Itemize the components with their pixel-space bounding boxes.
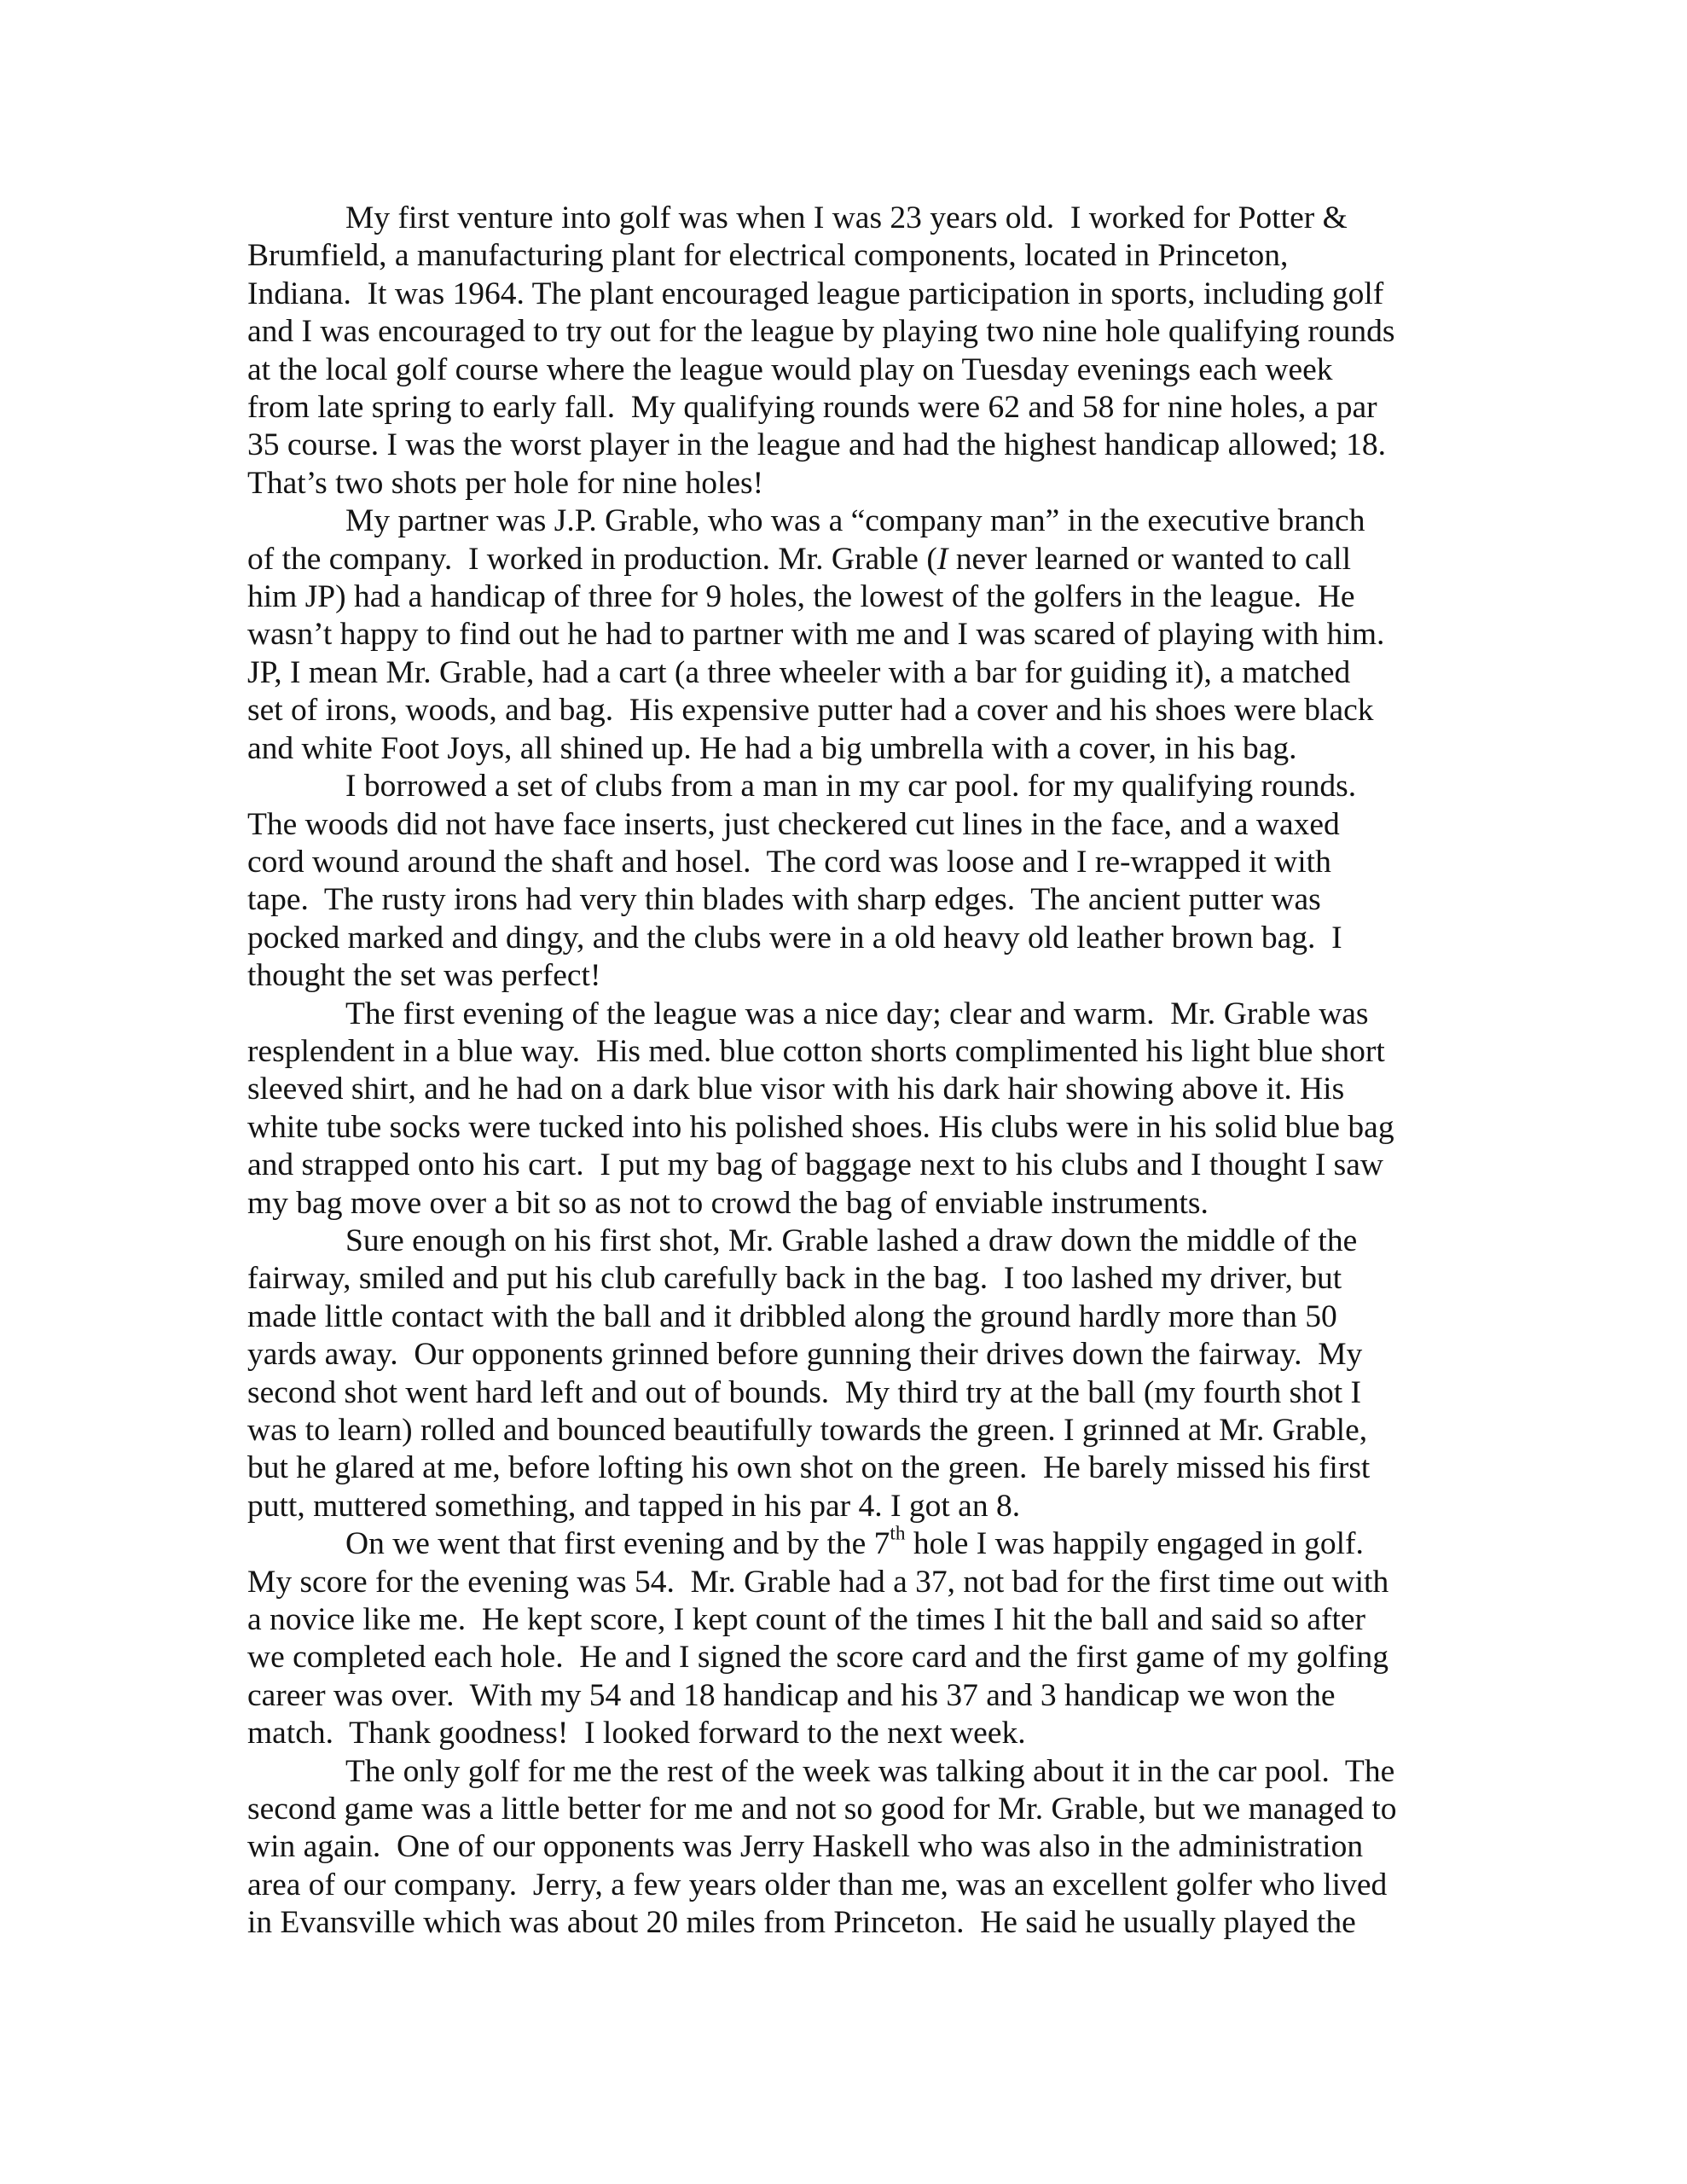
text-line (247, 541, 1458, 578)
paragraph-3 (247, 768, 1458, 995)
italic-text: I (936, 541, 948, 577)
text-line: him JP) had a handicap of three for 9 holes, the lowest of the golfers in the league. He (247, 579, 1355, 615)
text-line: sleeved shirt, and he had on a dark blue visor with his dark hair showing above it. His (247, 1072, 1345, 1107)
text-line: made little contact with the ball and it dribbled along the ground hardly more than 50 (247, 1298, 1337, 1334)
text-line: I borrowed a set of clubs from a man in my car pool. for my qualifying rounds. (345, 769, 1357, 804)
text-segment: hole I was happily engaged in golf. (905, 1526, 1364, 1562)
paragraph-2 (247, 502, 1458, 768)
text-line: resplendent in a blue way. His med. blue cotton shorts complimented his light blue short (247, 1033, 1385, 1069)
paragraph-6 (247, 1522, 1458, 1752)
paragraph-7 (247, 1753, 1458, 1943)
text-line: pocked marked and dingy, and the clubs were in a old heavy old leather brown bag. I (247, 920, 1342, 956)
text-line: My partner was J.P. Grable, who was a “company man” in the executive branch (345, 503, 1365, 539)
text-line: JP, I mean Mr. Grable, had a cart (a three wheeler with a bar for guiding it), a matched (247, 654, 1351, 690)
text-line: wasn’t happy to find out he had to partner with me and I was scared of playing with him. (247, 617, 1385, 653)
text-line: area of our company. Jerry, a few years older than me, was an excellent golfer who lived (247, 1867, 1388, 1902)
text-line: career was over. With my 54 and 18 handicap and his 37 and 3 handicap we won the (247, 1677, 1336, 1713)
paragraph-1 (247, 200, 1458, 502)
text-line: Sure enough on his first shot, Mr. Grable lashed a draw down the middle of the (345, 1223, 1358, 1258)
text-line: at the local golf course where the league would play on Tuesday evenings each week (247, 351, 1333, 387)
text-line: My first venture into golf was when I was 23 years old. I worked for Potter & (345, 200, 1348, 235)
text-line: was to learn) rolled and bounced beautifully towards the green. I grinned at Mr. Grable, (247, 1413, 1368, 1448)
text-line: 35 course. I was the worst player in the league and had the highest handicap allowed; 18. (247, 427, 1387, 463)
text-line: second game was a little better for me and not so good for Mr. Grable, but we managed to (247, 1792, 1397, 1827)
text-line: The woods did not have face inserts, just checkered cut lines in the face, and a waxed (247, 806, 1340, 842)
text-line: My score for the evening was 54. Mr. Grable had a 37, not bad for the first time out with (247, 1564, 1389, 1600)
text-line: win again. One of our opponents was Jerry Haskell who was also in the administration (247, 1829, 1364, 1865)
text-line: a novice like me. He kept score, I kept count of the times I hit the ball and said so after (247, 1602, 1366, 1638)
text-line: That’s two shots per hole for nine holes! (247, 465, 764, 501)
text-line: in Evansville which was about 20 miles from Princeton. He said he usually played the (247, 1905, 1356, 1941)
superscript-text: th (890, 1522, 906, 1545)
text-line: we completed each hole. He and I signed the score card and the first game of my golfing (247, 1640, 1389, 1676)
text-segment: never learned or wanted to call (948, 541, 1352, 577)
text-line (247, 1522, 1458, 1563)
text-line: Brumfield, a manufacturing plant for electrical components, located in Princeton, (247, 238, 1289, 274)
text-line: second shot went hard left and out of bounds. My third try at the ball (my fourth shot I (247, 1374, 1362, 1410)
text-line: Indiana. It was 1964. The plant encouraged league participation in sports, including golf (247, 276, 1384, 311)
paragraph-5 (247, 1223, 1458, 1525)
text-line: and white Foot Joys, all shined up. He had a big umbrella with a cover, in his bag. (247, 730, 1297, 766)
text-line: putt, muttered something, and tapped in his par 4. I got an 8. (247, 1488, 1021, 1524)
text-line: The first evening of the league was a nice day; clear and warm. Mr. Grable was (345, 996, 1369, 1031)
text-line: but he glared at me, before lofting his own shot on the green. He barely missed his first (247, 1450, 1371, 1486)
text-line: my bag move over a bit so as not to crowd the bag of enviable instruments. (247, 1185, 1209, 1221)
text-line: The only golf for me the rest of the week was talking about it in the car pool. The (345, 1753, 1395, 1789)
text-line: and strapped onto his cart. I put my bag of baggage next to his clubs and I thought I saw (247, 1147, 1384, 1183)
text-segment: of the company. I worked in production. Mr. Grable ( (247, 541, 937, 577)
text-line: cord wound around the shaft and hosel. The cord was loose and I re-wrapped it with (247, 844, 1331, 880)
text-line: white tube socks were tucked into his polished shoes. His clubs were in his solid blue bag (247, 1109, 1394, 1145)
text-line: from late spring to early fall. My qualifying rounds were 62 and 58 for nine holes, a par (247, 390, 1377, 426)
text-line: tape. The rusty irons had very thin blades with sharp edges. The ancient putter was (247, 882, 1321, 918)
document-body (247, 200, 1458, 1943)
paragraph-4 (247, 996, 1458, 1223)
text-segment: On we went that first evening and by the 7 (345, 1526, 890, 1562)
text-line: fairway, smiled and put his club carefully back in the bag. I too lashed my driver, but (247, 1261, 1342, 1297)
text-line: match. Thank goodness! I looked forward to the next week. (247, 1716, 1026, 1751)
text-line: and I was encouraged to try out for the league by playing two nine hole qualifying rounds (247, 314, 1395, 350)
text-line: yards away. Our opponents grinned before gunning their drives down the fairway. My (247, 1337, 1363, 1373)
text-line: thought the set was perfect! (247, 958, 601, 994)
text-line: set of irons, woods, and bag. His expensive putter had a cover and his shoes were black (247, 693, 1374, 729)
